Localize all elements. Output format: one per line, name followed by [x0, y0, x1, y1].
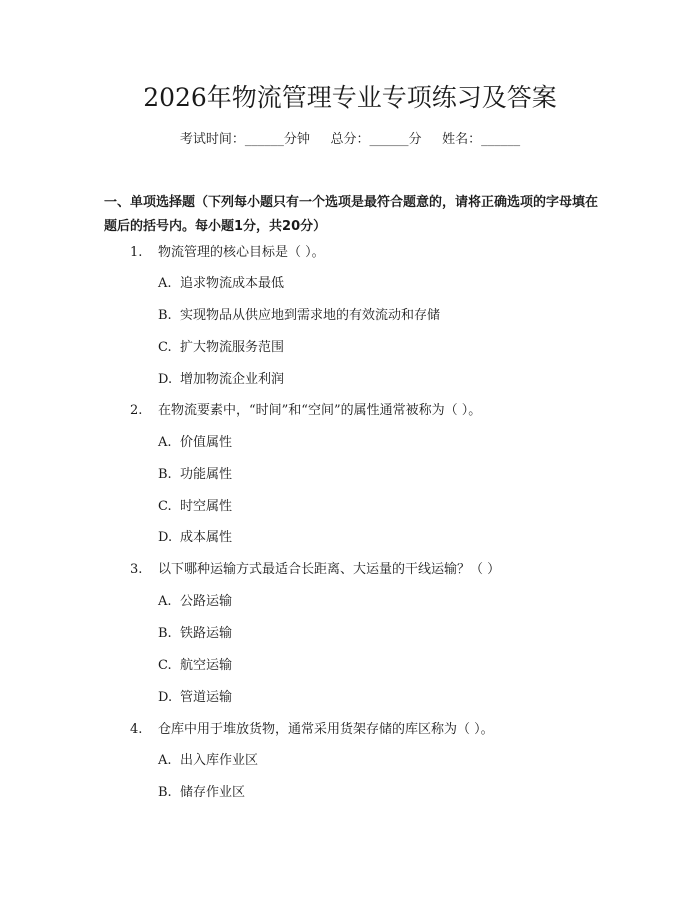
- option-3d: [158, 688, 232, 708]
- option-letter: D.: [158, 530, 173, 545]
- option-1c: [158, 338, 284, 358]
- option-1a: [158, 274, 284, 294]
- option-text: 铁路运输: [180, 626, 233, 641]
- option-letter: A.: [158, 435, 172, 450]
- question-1: [130, 243, 325, 263]
- option-text: 实现物品从供应地到需求地的有效流动和存储: [180, 308, 441, 323]
- option-text: 出入库作业区: [180, 753, 259, 768]
- option-letter: D.: [158, 372, 173, 387]
- option-text: 成本属性: [180, 530, 233, 545]
- question-number: 4.: [130, 722, 143, 737]
- option-text: 增加物流企业利润: [180, 372, 285, 387]
- exam-meta-line: 考试时间：______分钟 总分：______分 姓名：______: [179, 132, 521, 147]
- question-number: 2.: [130, 403, 143, 418]
- question-3: [130, 560, 500, 580]
- section-heading: 一、单项选择题（下列每小题只有一个选项是最符合题意的，请将正确选项的字母填在题后的括号内。每小题1分，共20分）: [104, 195, 599, 234]
- option-letter: B.: [158, 308, 172, 323]
- question-number: 3.: [130, 562, 143, 577]
- option-text: 航空运输: [180, 658, 233, 673]
- question-text: 以下哪种运输方式最适合长距离、大运量的干线运输？（ ）: [158, 562, 501, 577]
- option-4a: [158, 751, 258, 771]
- option-letter: A.: [158, 594, 172, 609]
- page-title: 2026年物流管理专业专项练习及答案: [143, 83, 557, 112]
- option-letter: D.: [158, 690, 173, 705]
- option-2c: [158, 497, 232, 517]
- option-letter: B.: [158, 467, 172, 482]
- option-text: 管道运输: [180, 690, 233, 705]
- option-text: 储存作业区: [180, 785, 246, 800]
- option-3b: [158, 624, 232, 644]
- option-3a: [158, 592, 232, 612]
- option-letter: C.: [158, 499, 172, 514]
- question-text: 仓库中用于堆放货物，通常采用货架存储的库区称为（ ）。: [158, 722, 494, 737]
- option-letter: A.: [158, 276, 172, 291]
- option-2b: [158, 465, 232, 485]
- option-3c: [158, 656, 232, 676]
- option-4b: [158, 783, 245, 803]
- option-letter: C.: [158, 658, 172, 673]
- question-text: 在物流要素中，“时间”和“空间”的属性通常被称为（ ）。: [158, 403, 482, 418]
- question-text: 物流管理的核心目标是（ ）。: [158, 245, 325, 260]
- option-text: 公路运输: [180, 594, 233, 609]
- option-letter: C.: [158, 340, 172, 355]
- option-letter: A.: [158, 753, 172, 768]
- option-text: 价值属性: [180, 435, 233, 450]
- question-2: [130, 401, 481, 421]
- option-letter: B.: [158, 626, 172, 641]
- option-1b: [158, 306, 440, 326]
- option-1d: [158, 370, 284, 390]
- question-number: 1.: [130, 245, 143, 260]
- option-text: 扩大物流服务范围: [180, 340, 285, 355]
- option-2d: [158, 528, 232, 548]
- option-text: 追求物流成本最低: [180, 276, 285, 291]
- question-4: [130, 720, 494, 740]
- option-letter: B.: [158, 785, 172, 800]
- option-2a: [158, 433, 232, 453]
- option-text: 功能属性: [180, 467, 233, 482]
- option-text: 时空属性: [180, 499, 233, 514]
